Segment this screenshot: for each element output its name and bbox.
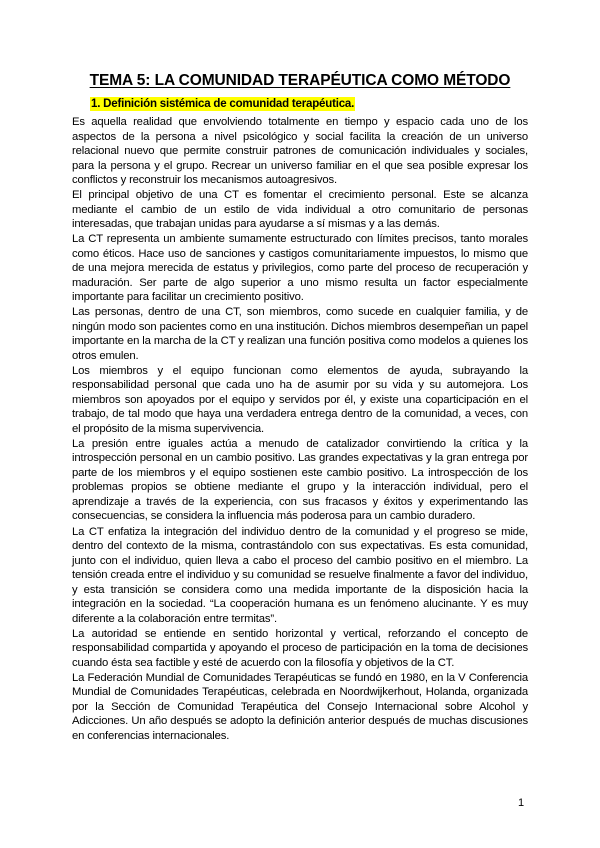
section-heading	[90, 95, 355, 113]
highlighted-heading-text: 1. Definición sistémica de comunidad terapéutica.	[91, 98, 355, 110]
paragraph-3: La CT representa un ambiente sumamente estructurado con límites precisos, tanto morales como éticos. Hace uso de sanciones y castigos comunitariamente impuestos, lo mismo que de una mejora merecida de estatus y privilegios, como parte del proceso de recuperación y maduración. Ser parte de algo superior a uno mismo resulta un factor especialmente importante para facilitar un crecimiento positivo.	[72, 233, 528, 304]
document-body	[72, 115, 528, 744]
document-title: TEMA 5: LA COMUNIDAD TERAPÉUTICA COMO MÉTODO	[89, 72, 511, 89]
paragraph-5: Los miembros y el equipo funcionan como elementos de ayuda, subrayando la responsabilidad personal que cada uno ha de asumir por su vida y su automejora. Los miembros son apoyados por el equipo y servidos por él, y existe una coparticipación en el trabajo, de tal modo que haya una verdadera entrega dentro de la comunidad, a veces, con el propósito de la misma supervivencia.	[72, 364, 528, 435]
paragraph-7: La CT enfatiza la integración del individuo dentro de la comunidad y el progreso se mide, dentro del contexto de la misma, contrastándolo con sus expectativas. Es esta comunidad, junto con el individuo, quien lleva a cabo el proceso del cambio positivo en el miembro. La tensión creada entre el individuo y su comunidad se resuelve finalmente a favor del individuo, y esta transición se considera como una medida importante de la disposición hacia la integración en la sociedad. “La cooperación humana es un fenómeno alucinante. Y es muy diferente a la colaboración entre termitas”.	[72, 525, 528, 625]
paragraph-2: El principal objetivo de una CT es fomentar el crecimiento personal. Este se alcanza mediante el cambio de un estilo de vida individual a otro comunitario de personas interesadas, que trabajan unidas para ayudarse a sí mismas y a las demás.	[72, 189, 528, 231]
paragraph-6: La presión entre iguales actúa a menudo de catalizador convirtiendo la crítica y la introspección personal en un cambio positivo. Las grandes expectativas y la gran entrega por parte de los miembros y el equipo sostienen este cambio positivo. La introspección de los problemas propios se obtiene mediante el grupo y la interacción individual, pero el aprendizaje a través de la experiencia, con sus fracasos y éxitos y experimentando las consecuencias, se considera la influencia más poderosa para un cambio duradero.	[72, 437, 528, 523]
paragraph-1: Es aquella realidad que envolviendo totalmente en tiempo y espacio cada uno de los aspectos de la persona a nivel psicológico y social facilita la creación de un universo relacional nuevo que permite construir patrones de comunicación individuales y sociales, para la persona y el grupo. Recrear un universo familiar en el que sea posible expresar los conflictos y reconstruir los mecanismos autoagresivos.	[72, 116, 528, 186]
paragraph-9: La Federación Mundial de Comunidades Terapéuticas se fundó en 1980, en la V Conferencia Mundial de Comunidades Terapéuticas, celebrada en Noordwijkerhout, Holanda, organizada por la Sección de Comunidad Terapéutica del Consejo Internacional sobre Alcohol y Adicciones. Un año después se adopto la definición anterior después de muchas discusiones en conferencias internacionales.	[72, 671, 528, 742]
paragraph-4: Las personas, dentro de una CT, son miembros, como sucede en cualquier familia, y de ningún modo son pacientes como en una institución. Dichos miembros desempeñan un papel importante en la marcha de la CT y realizan una función positiva como modelos a quienes los otros emulen.	[72, 306, 528, 362]
page-number: 1	[518, 797, 525, 809]
paragraph-8: La autoridad se entiende en sentido horizontal y vertical, reforzando el concepto de responsabilidad compartida y apoyando el proceso de participación en la toma de decisiones cuando ésta sea factible y esté de acuerdo con la filosofía y objetivos de la CT.	[72, 627, 528, 669]
